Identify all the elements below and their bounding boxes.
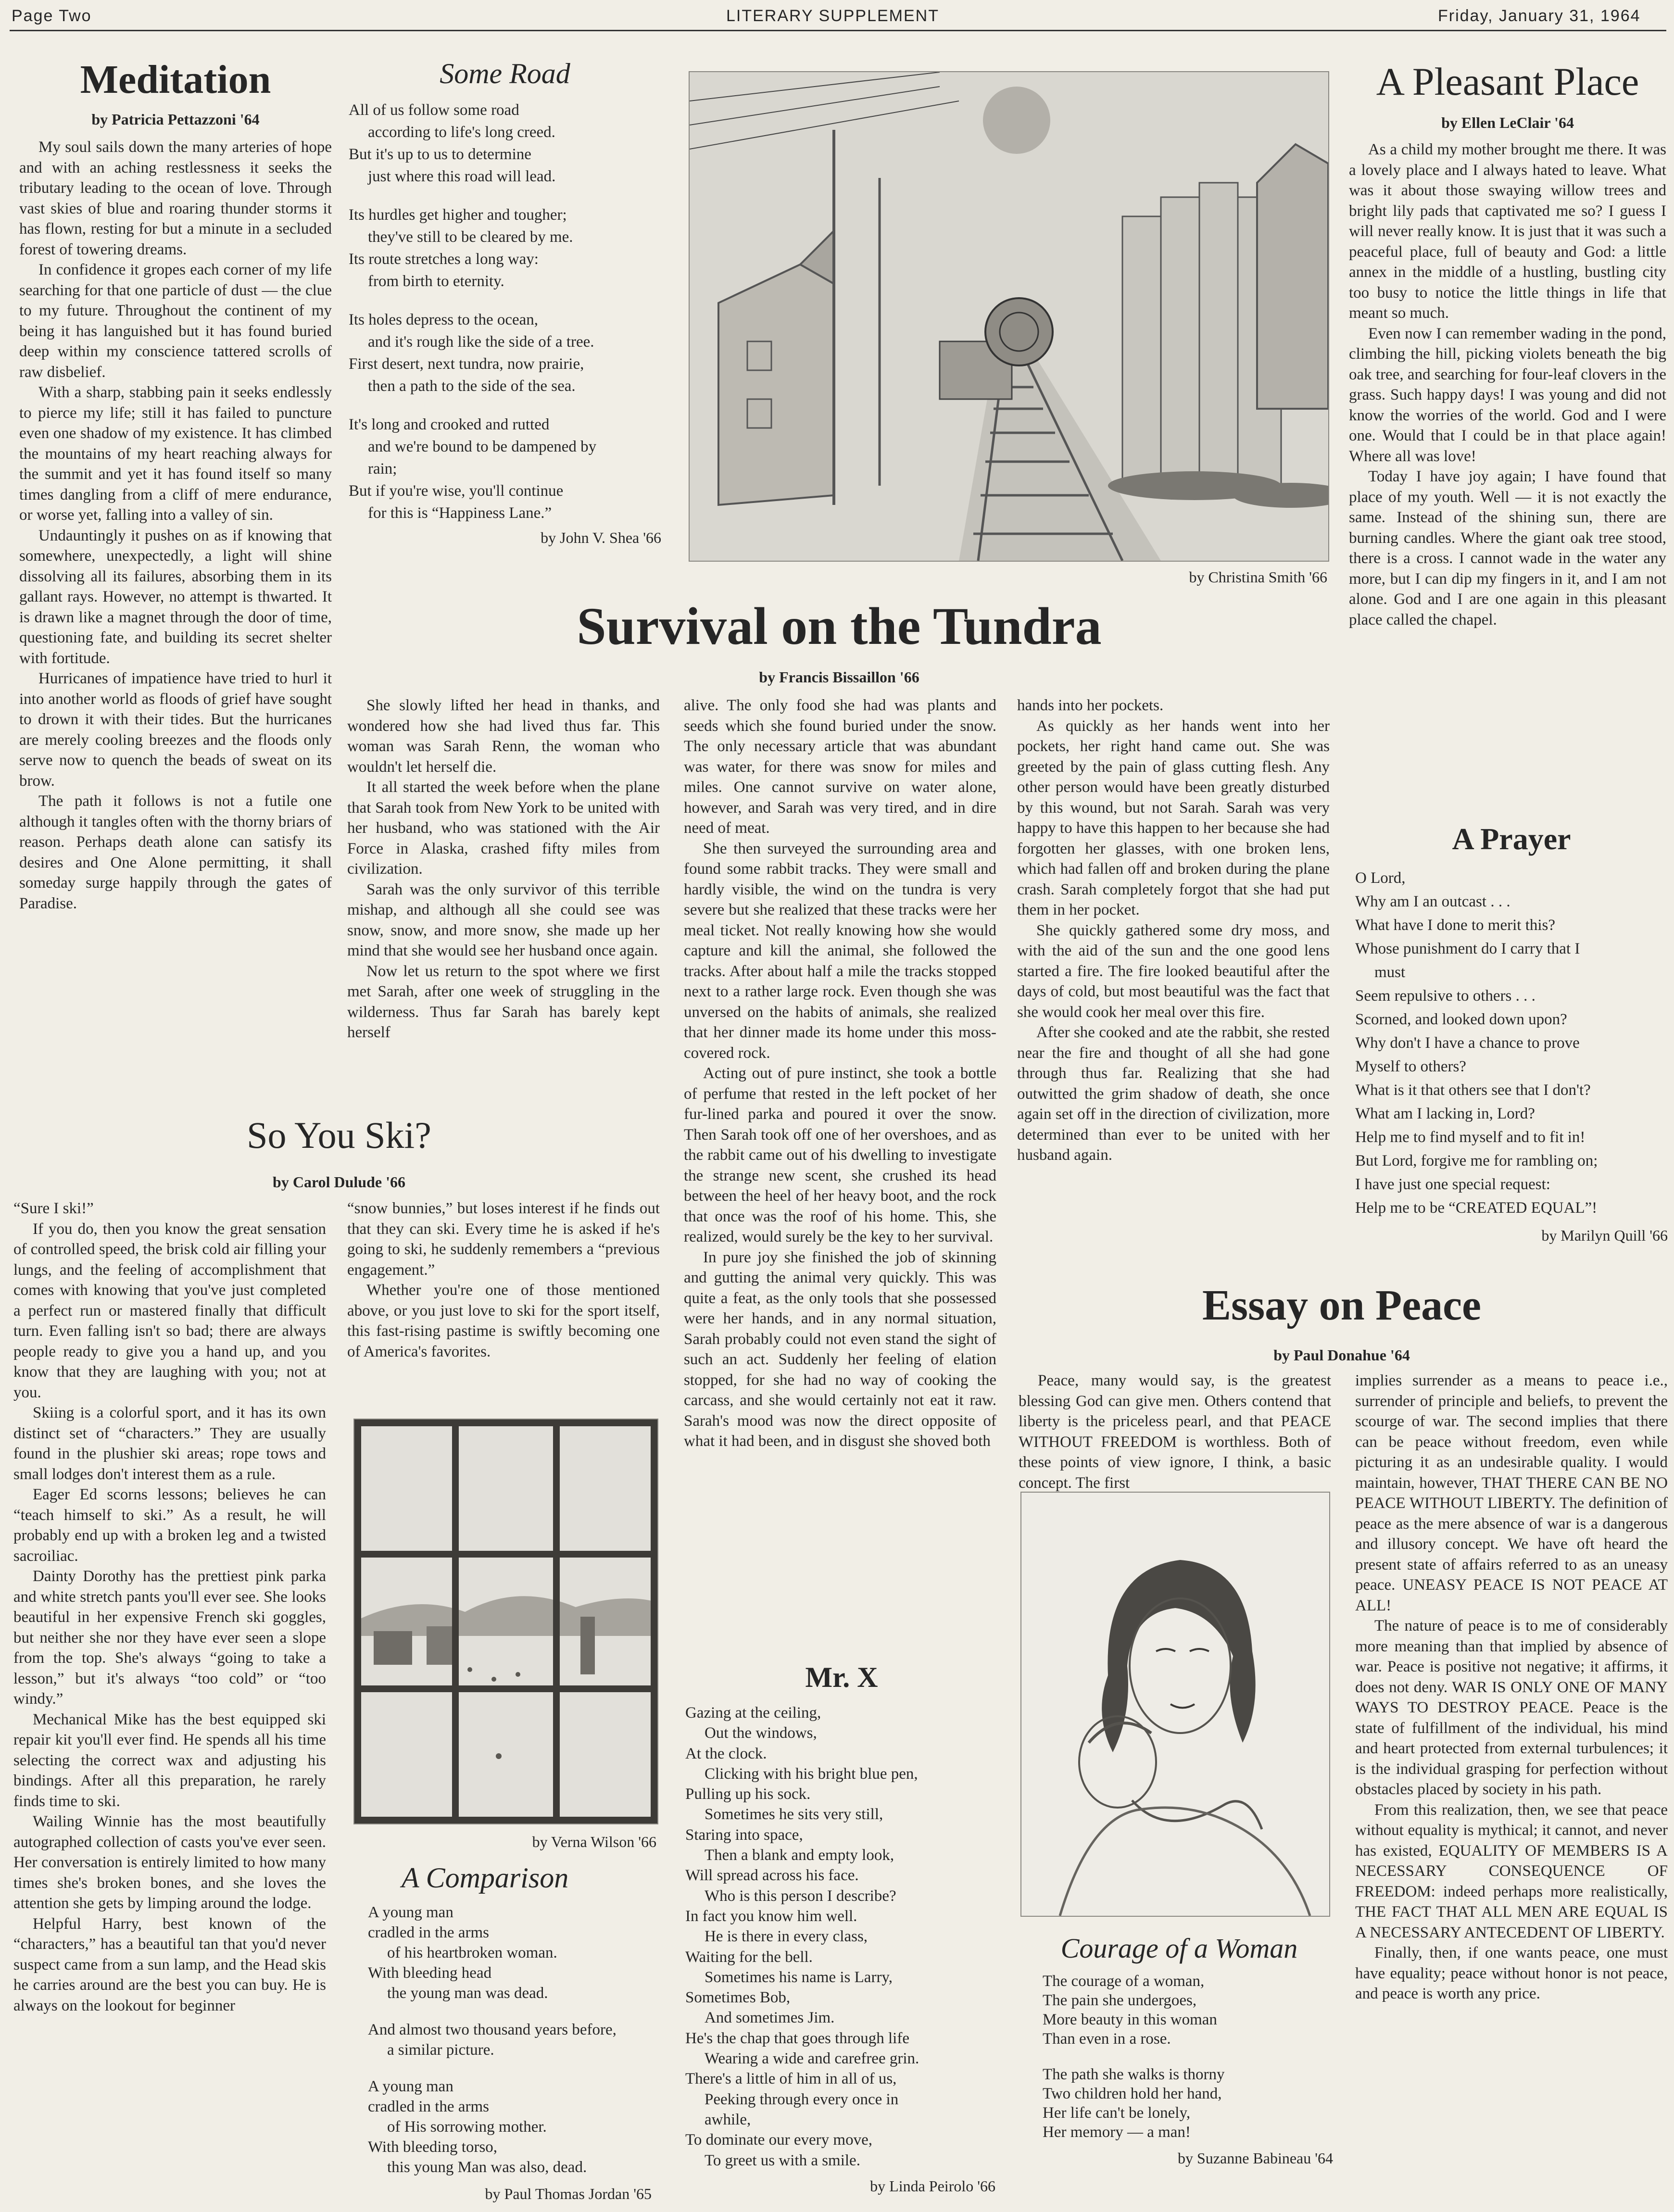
peace-column-2 <box>1355 1370 1668 2004</box>
section-title: LITERARY SUPPLEMENT <box>726 7 939 25</box>
poem-line: He's the chap that goes through life <box>685 2029 909 2047</box>
poem-line: from birth to eternity. <box>368 273 504 290</box>
paragraph: From this realization, then, we see that peace without equality is mythical; it cannot, and never has existed, EQUALITY OF MEMBERS IS A NECESSARY CONSEQUENCE OF FREEDOM: indeed perhaps more realistically, THE FACT THAT ALL MEN ARE EQUAL IS A NECESSARY ANTECEDENT OF LIBERTY. <box>1355 1801 1668 1941</box>
poem-line: Her life can't be lonely, <box>1043 2104 1191 2122</box>
paragraph: Finally, then, if one wants peace, one must have equality; peace without honor is not peace, and peace is worth any price. <box>1355 1944 1668 2002</box>
poem-line: The courage of a woman, <box>1043 1972 1205 1990</box>
paragraph: It all started the week before when the plane that Sarah took from New York to be united with her husband, who was stationed with the Air Force in Alaska, crashed fifty miles from civilization. <box>347 779 660 878</box>
poem-line: cradled in the arms <box>368 2098 489 2115</box>
comparison-lines <box>353 1902 671 2177</box>
courage-title: Courage of a Woman <box>1060 1933 1298 1964</box>
poem-line: Out the windows, <box>705 1724 817 1742</box>
poem-line: But Lord, forgive me for rambling on; <box>1355 1152 1598 1170</box>
poem-line: The pain she undergoes, <box>1043 1991 1197 2009</box>
stanza-break <box>368 2003 671 2020</box>
survival-column-1 <box>347 695 660 1043</box>
paragraph: implies surrender as a means to peace i.e., surrender of principle and beliefs, to prevent the scourge of war. The second implies that there can be peace without freedom, even while picturing it as an undesirable quality. I would maintain, however, THAT THERE CAN BE NO PEACE WITHOUT LIBERTY. The definition of peace as the mere absence of war is a dangerous and illusory concept. We have oft heard the present state of affairs referred to as an uneasy peace. UNEASY PEACE IS NOT PEACE AT ALL! <box>1355 1372 1668 1614</box>
poem-line: according to life's long creed. <box>368 124 555 141</box>
poem-line: And sometimes Jim. <box>705 2009 835 2027</box>
issue-date: Friday, January 31, 1964 <box>1438 7 1641 25</box>
poem-line: Clicking with his bright blue pen, <box>705 1765 918 1783</box>
some-road-lines <box>349 99 661 524</box>
meditation-body <box>19 137 332 914</box>
poem-line: cradled in the arms <box>368 1924 489 1941</box>
mrx-poem <box>685 1661 998 2195</box>
stanza-break <box>349 292 661 309</box>
survival-title: Survival on the Tundra <box>577 597 1102 655</box>
paragraph: In confidence it gropes each corner of my life searching for that one particle of dust — the clue to my future. Throughout the continent of my being it has languished but it has found buried deep within my conscience tattered scrolls of raw disbelief. <box>19 261 332 381</box>
poem-line: With bleeding head <box>368 1964 492 1982</box>
comparison-title: A Comparison <box>402 1862 569 1894</box>
paragraph: Helpful Harry, best known of the “characters,” has a beautiful tan that you'd never suspect came from a sun lamp, and the Head skis he carries around are the best you can buy. He is always on the lookout for beginner <box>13 1915 326 2014</box>
window-scene-icon <box>354 1420 657 1823</box>
paragraph: The path it follows is not a futile one although it tangles often with the thorny briars of reason. Perhaps death alone can satisfy its desires and One Alone permitting, it shall someday surge happily through the gates of Paradise. <box>19 792 332 912</box>
paragraph: alive. The only food she had was plants and seeds which she found buried under the snow. The only necessary article that was abundant was water, for there was snow for miles and miles. One cannot survive on water alone, however, and Sarah was very tired, and in dire need of meat. <box>684 697 996 837</box>
poem-line: of his heartbroken woman. <box>387 1944 557 1961</box>
paragraph: Mechanical Mike has the best equipped ski repair kit you'll ever find. He spends all his time selecting the correct wax and adjusting his bindings. After all this preparation, he rarely finds time to ski. <box>13 1710 326 1810</box>
poem-line: And almost two thousand years before, <box>368 2021 617 2038</box>
paragraph: Undauntingly it pushes on as if knowing that somewhere, unexpectedly, a light will shine dissolving all its failures, absorbing them in its gallant rays. However, no attempt is thwarted. It is drawn like a magnet through the door of time, questioning fate, and building its secret shelter with fortitude. <box>19 527 332 667</box>
mother-child-icon <box>1021 1493 1329 1916</box>
poem-line: Scorned, and looked down upon? <box>1355 1011 1567 1029</box>
poem-line: Its route stretches a long way: <box>349 251 539 268</box>
comparison-credit: by Paul Thomas Jordan '65 <box>485 2185 652 2202</box>
paragraph: Now let us return to the spot where we first met Sarah, after one week of struggling in the wilderness. Thus far Sarah has barely kept herself <box>347 962 660 1041</box>
paragraph: Whether you're one of those mentioned above, or you just love to ski for the sport itself, this fast-rising pastime is swiftly becoming one of America's favorites. <box>347 1282 660 1360</box>
poem-line: Its hurdles get higher and tougher; <box>349 206 567 224</box>
prayer-lines <box>1355 867 1668 1220</box>
poem-line: Whose punishment do I carry that I <box>1355 940 1580 958</box>
paragraph: “snow bunnies,” but loses interest if he finds out that they can ski. Every time he is asked if he's going to ski, he suddenly remembers a “previous engagement.” <box>347 1200 660 1279</box>
mrx-title: Mr. X <box>805 1661 878 1693</box>
poem-line: Will spread across his face. <box>685 1867 859 1885</box>
paragraph: Dainty Dorothy has the prettiest pink parka and white stretch pants you'll ever see. She looks beautiful in her expensive French ski goggles, but neither she nor they have ever seen a slope from the top. She's always “going to take a lesson,” but it's always “too cold” or “too windy.” <box>13 1568 326 1708</box>
poem-line: Myself to others? <box>1355 1058 1466 1076</box>
mrx-credit: by Linda Peirolo '66 <box>870 2177 995 2195</box>
courage-credit: by Suzanne Babineau '64 <box>1177 2149 1333 2167</box>
poem-line: Sometimes he sits very still, <box>705 1806 883 1823</box>
courage-poem <box>1016 1933 1343 2167</box>
train-illustration <box>689 71 1329 562</box>
poem-line: a similar picture. <box>387 2041 494 2059</box>
poem-line: and we're bound to be dampened by <box>368 438 597 455</box>
poem-line: of His sorrowing mother. <box>387 2118 547 2136</box>
poem-line: awhile, <box>705 2111 751 2128</box>
poem-line: A young man <box>368 1904 453 1921</box>
page-number: Page Two <box>12 7 92 25</box>
poem-line: Then a blank and empty look, <box>705 1847 894 1864</box>
stanza-break <box>349 397 661 414</box>
poem-line: Gazing at the ceiling, <box>685 1704 821 1722</box>
poem-line: Pulling up his sock. <box>685 1785 811 1803</box>
poem-line: To greet us with a smile. <box>705 2151 860 2169</box>
paragraph: She quickly gathered some dry moss, and with the aid of the sun and the one good lens started a fire. The fire looked beautiful after the days of cold, but most beautiful was the fact that she would cook her meal over this fire. <box>1017 921 1330 1021</box>
poem-line: There's a little of him in all of us, <box>685 2070 897 2088</box>
poem-line: First desert, next tundra, now prairie, <box>349 355 584 373</box>
poem-line: Sometimes Bob, <box>685 1989 791 2007</box>
prayer-poem <box>1355 822 1668 1244</box>
paragraph: After she cooked and ate the rabbit, she rested near the fire and thought of all she had gone through thus far. Realizing that she had outwitted the grim shadow of death, she once again set off in the direction of civilization, more determined than ever to be united with her husband again. <box>1017 1024 1330 1164</box>
paragraph: hands into her pockets. <box>1017 697 1164 714</box>
poem-line: this young Man was also, dead. <box>387 2159 587 2176</box>
paragraph: Sarah was the only survivor of this terrible mishap, and although all she could see was snow, snow, and more snow, she made up her mind that she would see her husband once again. <box>347 880 660 959</box>
poem-line: Help me to find myself and to fit in! <box>1355 1129 1586 1146</box>
pleasant-place-article <box>1349 60 1666 630</box>
paragraph: Skiing is a colorful sport, and it has its own distinct set of “characters.” They are usually found in the plushier ski areas; rope tows and small lodges don't interest them as a rule. <box>13 1404 326 1483</box>
poem-line: and it's rough like the side of a tree. <box>368 333 594 351</box>
poem-line: All of us follow some road <box>349 101 519 119</box>
stanza-break <box>368 2060 671 2076</box>
poem-line: Who is this person I describe? <box>705 1887 896 1905</box>
poem-line: Sometimes his name is Larry, <box>705 1968 893 1986</box>
poem-line: A young man <box>368 2078 453 2095</box>
paragraph: Eager Ed scorns lessons; believes he can “teach himself to ski.” As a result, he will probably end up with a broken leg and a twisted sacroiliac. <box>13 1486 326 1565</box>
poem-line: must <box>1374 964 1406 981</box>
paragraph: Acting out of pure instinct, she took a bottle of perfume that rested in the left pocket of her fur-lined parka and poured it over the snow. Then Sarah took off one of her overshoes, and as the rabbit came out of his dwelling to investigate the strange new scent, she crushed its head between the heel of her heavy boot, and the rock that once was the roof of his home. This, she realized, would surely be the key to her survival. <box>684 1065 996 1245</box>
prayer-title: A Prayer <box>1452 822 1571 856</box>
poem-line: I have just one special request: <box>1355 1176 1550 1194</box>
courage-lines <box>1016 1972 1343 2142</box>
prayer-credit: by Marilyn Quill '66 <box>1541 1227 1668 1244</box>
mrx-lines <box>685 1703 998 2171</box>
paragraph: As quickly as her hands went into her pockets, her right hand came out. She was greeted by the pain of glass cutting flesh. Any other person would have been greatly disturbed by this wound, but not Sarah. Sarah was very happy to have this happen to her because she had forgotten her glasses, with one broken lens, which had fallen off and broken during the plane crash. Sarah completely forgot that she had put them in her pocket. <box>1017 717 1330 918</box>
comparison-poem <box>353 1862 671 2203</box>
poem-line: Its holes depress to the ocean, <box>349 311 539 328</box>
poem-line: Her memory — a man! <box>1043 2123 1191 2141</box>
stanza-break <box>349 188 661 204</box>
peace-column-1 <box>1019 1370 1331 1493</box>
poem-line: the young man was dead. <box>387 1985 548 2002</box>
stanza-break <box>1043 2049 1343 2065</box>
poem-line: rain; <box>368 460 397 478</box>
paragraph: Peace, many would say, is the greatest blessing God can give men. Others contend that liberty is the priceless pearl, and that PEACE WITHOUT FREEDOM is worthless. Both of these points of view ignore, I think, a basic concept. The first <box>1019 1372 1331 1492</box>
paragraph: If you do, then you know the great sensation of controlled speed, the brisk cold air filling your lungs, and the feeling of accomplishment that comes with knowing that you've just completed a perfect run or mastered finally that difficult turn. Even falling isn't so bad; there are always people ready to give you a hand up, and you know that they are laughing with you; not at you. <box>13 1220 326 1401</box>
some-road-credit: by John V. Shea '66 <box>541 529 661 546</box>
poem-line: What have I done to merit this? <box>1355 917 1556 934</box>
paragraph: In pure joy she finished the job of skinning and gutting the animal very quickly. This was quite a feat, as the only tools that she possessed were her hands, and in any normal situation, Sarah probably could not even stand the sight of such an act. Suddenly her feeling of elation stopped, for she had no way of cooking the carcass, and she would certainly not eat it raw. Sarah's mood was now the direct opposite of what it had been, and in disgust she shoved both <box>684 1248 996 1450</box>
poem-line: The path she walks is thorny <box>1043 2065 1225 2083</box>
poem-line: To dominate our every move, <box>685 2131 872 2149</box>
ski-column-2 <box>347 1198 660 1362</box>
poem-line: What is it that others see that I don't? <box>1355 1081 1591 1099</box>
paragraph: My soul sails down the many arteries of hope and with an aching restlessness it seeks the tributary leading to the ocean of love. Through vast skies of blue and roaring thunder storms it has flown, resting for but a minute in a secluded forest of towering dreams. <box>19 138 332 258</box>
poem-line: Wearing a wide and carefree grin. <box>705 2050 919 2068</box>
poem-line: In fact you know him well. <box>685 1907 857 1925</box>
window-winter-scene-illustration <box>353 1419 658 1824</box>
poem-line: Staring into space, <box>685 1826 803 1844</box>
poem-line: just where this road will lead. <box>368 168 556 185</box>
paragraph: She then surveyed the surrounding area and found some rabbit tracks. They were small and hardly visible, the wind on the tundra is very severe but she realized that these tracks were her meal ticket. Not really knowing how she would capture and kill the animal, she followed the tracks. After about half a mile the tracks stopped next to a rather large rock. Even though she was unversed on the habits of animals, she realized that her dinner made its home under this moss-covered rock. <box>684 840 996 1062</box>
paragraph: “Sure I ski!” <box>13 1200 94 1217</box>
poem-line: Seem repulsive to others . . . <box>1355 987 1536 1005</box>
ski-title: So You Ski? <box>247 1114 431 1156</box>
poem-line: Two children hold her hand, <box>1043 2085 1222 2102</box>
poem-line: He is there in every class, <box>705 1928 868 1946</box>
poem-line: they've still to be cleared by me. <box>368 228 573 246</box>
poem-line: More beauty in this woman <box>1043 2011 1217 2028</box>
pleasant-place-title: A Pleasant Place <box>1376 60 1639 103</box>
poem-line: At the clock. <box>685 1745 767 1762</box>
train-credit: by Christina Smith '66 <box>1189 568 1327 586</box>
meditation-article <box>19 58 332 914</box>
poem-line: But if you're wise, you'll continue <box>349 482 564 500</box>
train-illustration-icon <box>690 72 1328 561</box>
poem-line: Help me to be “CREATED EQUAL”! <box>1355 1199 1598 1217</box>
meditation-byline: by Patricia Pettazzoni '64 <box>91 111 260 128</box>
pleasant-place-byline: by Ellen LeClair '64 <box>1441 114 1574 132</box>
some-road-title: Some Road <box>440 58 570 89</box>
paragraph: Hurricanes of impatience have tried to hurl it into another world as floods of grief have sought to drown it with their tides. But the hurricanes are merely cooling breezes and the floods only serve now to quench the beads of sweat on its brow. <box>19 670 332 790</box>
poem-line: What am I lacking in, Lord? <box>1355 1105 1535 1123</box>
poem-line: Than even in a rose. <box>1043 2030 1171 2048</box>
poem-line: With bleeding torso, <box>368 2138 498 2156</box>
mother-and-child-sketch <box>1020 1492 1330 1917</box>
poem-line: Peeking through every once in <box>705 2090 899 2108</box>
meditation-title: Meditation <box>80 57 271 102</box>
poem-line: Why am I an outcast . . . <box>1355 893 1510 911</box>
poem-line: But it's up to us to determine <box>349 146 531 163</box>
poem-line: O Lord, <box>1355 869 1406 887</box>
poem-line: then a path to the side of the sea. <box>368 377 576 395</box>
paragraph: She slowly lifted her head in thanks, and wondered how she had lived thus far. This woman was Sarah Renn, the woman who wouldn't let herself die. <box>347 697 660 776</box>
poem-line: It's long and crooked and rutted <box>349 416 550 433</box>
header-rule <box>10 30 1666 31</box>
paragraph: Wailing Winnie has the most beautifully autographed collection of casts you've ever seen. Her conversation is entirely limited to how many times she's broken bones, and she loves the attention she gets by limping around the lodge. <box>13 1813 326 1912</box>
paragraph: The nature of peace is to me of considerably more meaning than that implied by absence of war. Peace is positive not negative; it affirms, it does not deny. WAR IS ONLY ONE OF MANY WAYS TO DESTROY PEACE. Peace is the state of fulfillment of the individual, his mind and heart protected from external turbulences; it is the individual grasping for perfection without obstacles placed by society in his path. <box>1355 1617 1668 1798</box>
survival-column-3 <box>1017 695 1330 1166</box>
window-credit: by Verna Wilson '66 <box>532 1833 656 1850</box>
paragraph: As a child my mother brought me there. It was a lovely place and I always hated to leave. What was it about those swaying willow trees and bright lily pads that captivated me so? I guess I will never really know. It is just that it was such a peaceful place, full of beauty and God: a little annex in the middle of a hustling, bustling city too busy to notice the little things in life that meant so much. <box>1349 141 1666 322</box>
ski-column-1 <box>13 1198 326 2016</box>
survival-byline: by Francis Bissaillon '66 <box>759 668 919 686</box>
ski-byline: by Carol Dulude '66 <box>273 1173 405 1191</box>
some-road-poem <box>349 58 661 547</box>
paragraph: Even now I can remember wading in the pond, climbing the hill, picking violets beneath the big oak tree, and searching for four-leaf clovers in the grass. Such happy days! I was young and did not know the worries of the world. God and I were one. Would that I could be in that place again! Where all was love! <box>1349 325 1666 465</box>
peace-title: Essay on Peace <box>1202 1282 1481 1329</box>
poem-line: Waiting for the bell. <box>685 1948 813 1966</box>
paragraph: Today I have joy again; I have found that place of my youth. Well — it is not exactly the same. Instead of the shining sun, there are burning candles. Where the giant oak tree stood, there is a cross. I cannot wade in the water any more, but I can dip my fingers in it, and I am not alone. God and I are one again in this pleasant place called the chapel. <box>1349 468 1666 628</box>
survival-column-2 <box>684 695 996 1452</box>
poem-line: Why don't I have a chance to prove <box>1355 1034 1580 1052</box>
poem-line: for this is “Happiness Lane.” <box>368 504 552 522</box>
paragraph: With a sharp, stabbing pain it seeks endlessly to pierce my life; still it has failed to puncture even one shadow of my existence. It has climbed the mountains of my heart reaching always for the summit and yet it has found itself so many times dangling from a cliff of mere endurance, or worse yet, falling into a valley of sin. <box>19 384 332 524</box>
peace-byline: by Paul Donahue '64 <box>1273 1346 1410 1364</box>
